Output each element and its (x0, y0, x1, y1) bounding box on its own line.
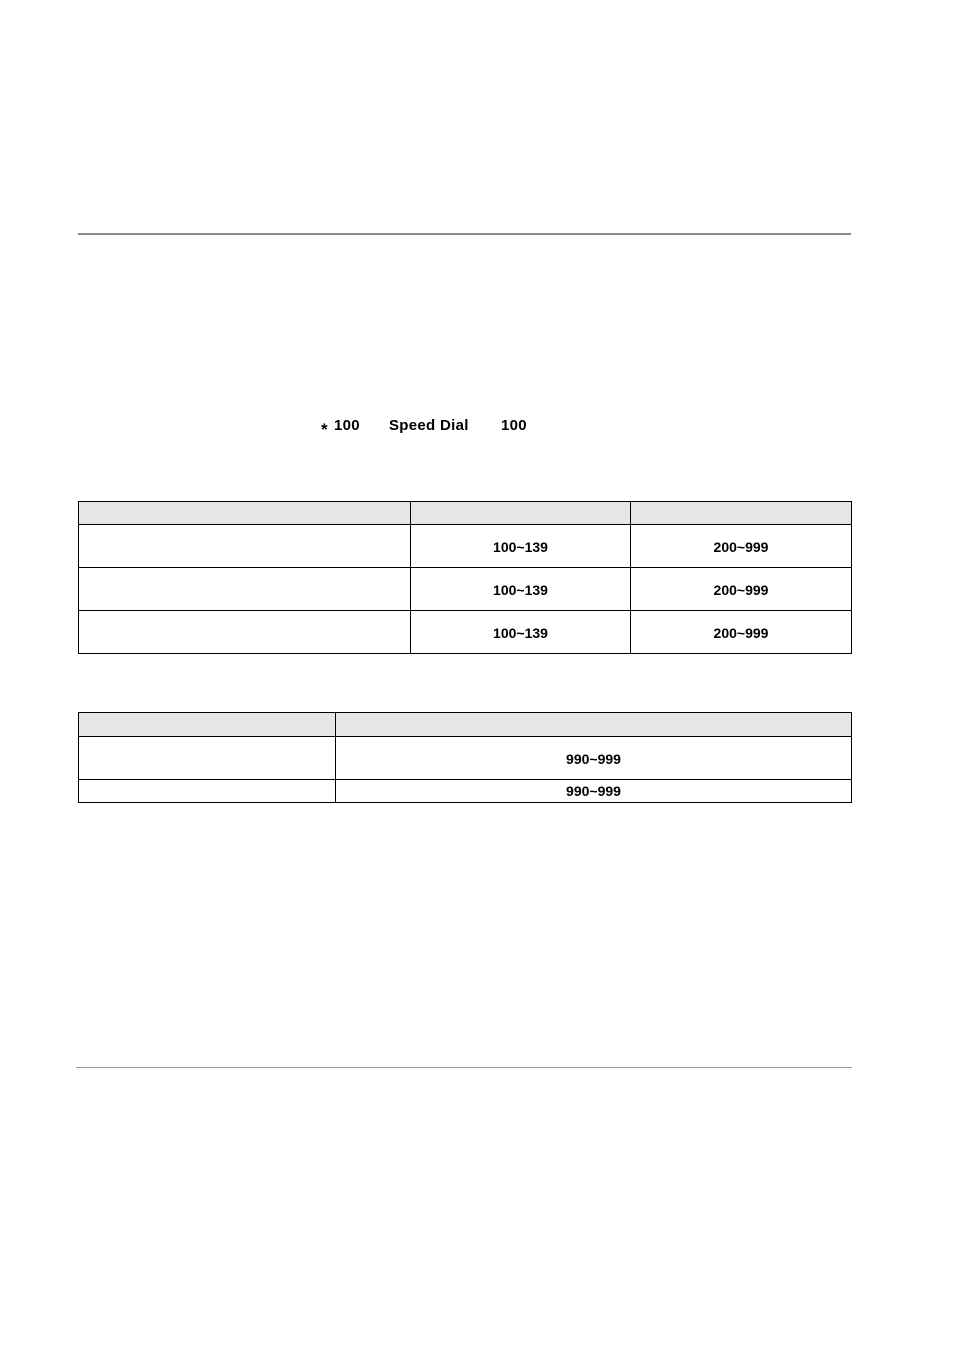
table-header-cell (631, 502, 852, 525)
table-header-row (79, 502, 852, 525)
table-cell: 200~999 (631, 525, 852, 568)
table-cell: 990~999 (336, 780, 852, 803)
speed-dial-label: Speed Dial (389, 417, 469, 434)
extension-range-table (78, 501, 852, 654)
speed-dial-instruction (0, 417, 954, 437)
table-row (79, 737, 852, 780)
table-header-cell (79, 713, 336, 737)
table-cell: 200~999 (631, 611, 852, 654)
top-divider (78, 233, 851, 235)
star-symbol: * (321, 420, 328, 439)
table-row (79, 568, 852, 611)
table-cell: 100~139 (411, 611, 631, 654)
table-cell: 100~139 (411, 568, 631, 611)
code-range-table (78, 712, 852, 803)
table-cell (79, 780, 336, 803)
bottom-divider (76, 1067, 852, 1068)
speed-dial-number: 100 (501, 417, 527, 434)
table-cell: 100~139 (411, 525, 631, 568)
table-cell (79, 737, 336, 780)
table-row (79, 525, 852, 568)
dial-code: 100 (334, 417, 360, 434)
table-header-cell (411, 502, 631, 525)
table-cell (79, 525, 411, 568)
table-header-row (79, 713, 852, 737)
table-cell: 990~999 (336, 737, 852, 780)
table-row (79, 780, 852, 803)
table-cell: 200~999 (631, 568, 852, 611)
table-cell (79, 611, 411, 654)
table-header-cell (336, 713, 852, 737)
table-cell (79, 568, 411, 611)
table-row (79, 611, 852, 654)
table-header-cell (79, 502, 411, 525)
